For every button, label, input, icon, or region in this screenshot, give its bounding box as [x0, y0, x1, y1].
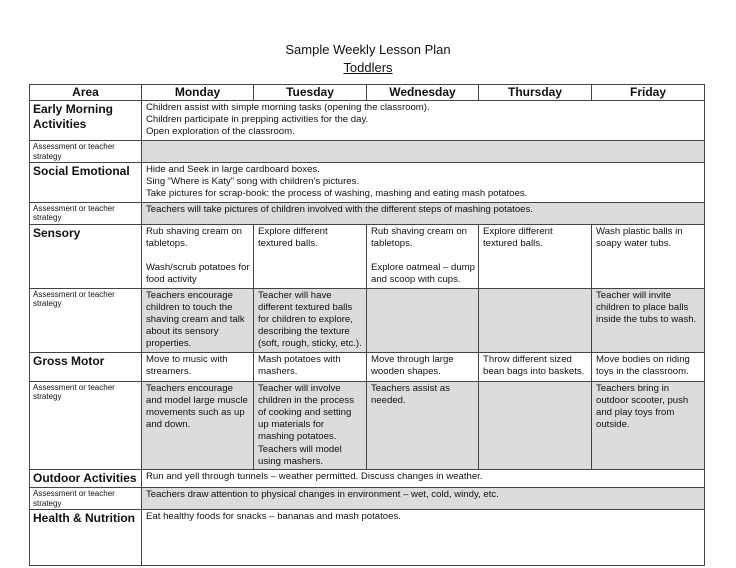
early-morning-line: Children participate in prepping activities for the day. — [146, 114, 369, 126]
row-gross-motor — [30, 352, 705, 381]
row-early-morning-assessment — [30, 141, 705, 163]
header-friday: Friday — [592, 85, 705, 101]
area-health-nutrition: Health & Nutrition — [30, 510, 142, 566]
assessment-label: Assessment or teacher strategy — [30, 381, 142, 469]
sensory-assessment-monday: Teachers encourage children to touch the shaving cream and talk about its sensory properties. — [142, 288, 254, 352]
sensory-wednesday: Rub shaving cream on tabletops. Explore oatmeal – dump and scoop with cups. — [367, 224, 479, 288]
sensory-thursday: Explore different textured balls. — [479, 224, 592, 288]
social-emotional-activities — [142, 163, 705, 203]
gross-motor-tuesday: Mash potatoes with mashers. — [254, 352, 367, 381]
header-area: Area — [30, 85, 142, 101]
gross-motor-wednesday: Move through large wooden shapes. — [367, 352, 479, 381]
early-morning-line: Children assist with simple morning tasks (opening the classroom). — [146, 102, 430, 113]
header-tuesday: Tuesday — [254, 85, 367, 101]
area-gross-motor: Gross Motor — [30, 352, 142, 381]
assessment-label: Assessment or teacher strategy — [30, 141, 142, 163]
area-outdoor: Outdoor Activities — [30, 470, 142, 488]
row-sensory — [30, 224, 705, 288]
area-early-morning: Early Morning Activities — [30, 101, 142, 141]
gross-motor-assessment-thursday — [479, 381, 592, 469]
lesson-plan-table — [29, 84, 705, 566]
row-early-morning — [30, 101, 705, 141]
gross-motor-thursday: Throw different sized bean bags into baskets. — [479, 352, 592, 381]
header-row — [30, 85, 705, 101]
header-thursday: Thursday — [479, 85, 592, 101]
social-emotional-assessment: Teachers will take pictures of children involved with the different steps of mashing potatoes. — [142, 202, 705, 224]
gross-motor-assessment-monday: Teachers encourage and model large muscle movements such as up and down. — [142, 381, 254, 469]
early-morning-activities — [142, 101, 705, 141]
assessment-label: Assessment or teacher strategy — [30, 202, 142, 224]
gross-motor-assessment-tuesday: Teacher will involve children in the process of cooking and setting up materials for mashing potatoes. Teachers will model using mashers. — [254, 381, 367, 469]
sensory-assessment-friday: Teacher will invite children to place balls inside the tubs to wash. — [592, 288, 705, 352]
row-outdoor-assessment — [30, 488, 705, 510]
document-title: Sample Weekly Lesson Plan — [285, 42, 451, 57]
area-sensory: Sensory — [30, 224, 142, 288]
sensory-monday: Rub shaving cream on tabletops. Wash/scrub potatoes for food activity — [142, 224, 254, 288]
assessment-label: Assessment or teacher strategy — [30, 488, 142, 510]
social-emotional-line: Take pictures for scrap-book: the process of washing, mashing and eating mash potatoes. — [146, 188, 528, 200]
sensory-assessment-tuesday: Teacher will have different textured balls for children to explore, describing the texture (soft, rough, sticky, etc.). — [254, 288, 367, 352]
gross-motor-friday: Move bodies on riding toys in the classroom. — [592, 352, 705, 381]
sensory-assessment-wednesday — [367, 288, 479, 352]
gross-motor-assessment-wednesday: Teachers assist as needed. — [367, 381, 479, 469]
health-nutrition-activities: Eat healthy foods for snacks – bananas and mash potatoes. — [142, 510, 705, 566]
document-subtitle: Toddlers — [343, 60, 393, 75]
assessment-label: Assessment or teacher strategy — [30, 288, 142, 352]
row-sensory-assessment — [30, 288, 705, 352]
outdoor-assessment: Teachers draw attention to physical changes in environment – wet, cold, windy, etc. — [142, 488, 705, 510]
header-monday: Monday — [142, 85, 254, 101]
social-emotional-line: Hide and Seek in large cardboard boxes. — [146, 164, 320, 175]
early-morning-assessment — [142, 141, 705, 163]
early-morning-line: Open exploration of the classroom. — [146, 126, 295, 138]
sensory-tuesday: Explore different textured balls. — [254, 224, 367, 288]
social-emotional-line: Sing “Where is Katy” song with children’s pictures. — [146, 176, 360, 188]
outdoor-activities: Run and yell through tunnels – weather permitted. Discuss changes in weather. — [142, 470, 705, 488]
row-outdoor — [30, 470, 705, 488]
row-gross-motor-assessment — [30, 381, 705, 469]
row-health-nutrition — [30, 510, 705, 566]
header-wednesday: Wednesday — [367, 85, 479, 101]
gross-motor-monday: Move to music with streamers. — [142, 352, 254, 381]
row-social-emotional-assessment — [30, 202, 705, 224]
area-social-emotional: Social Emotional — [30, 163, 142, 203]
sensory-assessment-thursday — [479, 288, 592, 352]
gross-motor-assessment-friday: Teachers bring in outdoor scooter, push and play toys from outside. — [592, 381, 705, 469]
sensory-friday: Wash plastic balls in soapy water tubs. — [592, 224, 705, 288]
row-social-emotional — [30, 163, 705, 203]
